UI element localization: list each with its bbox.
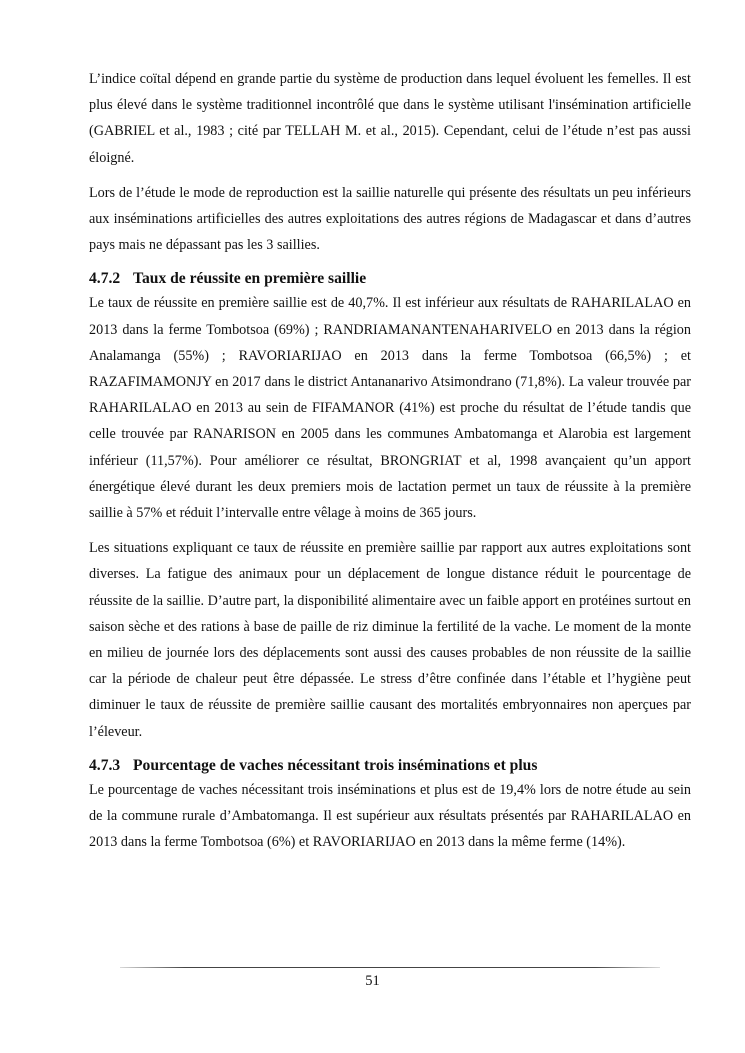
section-number: 4.7.2 <box>89 270 121 288</box>
paragraph-explanations: Les situations expliquant ce taux de réussite en première saillie par rapport aux autres exploitations sont diverses. La fatigue des animaux pour un déplacement de longue distance réduit le pourcentage de réussite de la saillie. D’autre part, la disponibilité alimentaire avec un faible apport en protéines surtout en saison sèche et des rations à base de paille de riz diminue la fertilité de la vache. Le moment de la monte en milieu de journée lors des déplacements sont aussi des causes probables de non réussite de la saillie car la période de chaleur peut être dépassée. Le stress d’être confinée dans l’étable et l’hygiène peut diminuer le taux de réussite de première saillie causant des mortalités embryonnaires non aperçues par l’éleveur. <box>89 540 691 740</box>
section-number: 4.7.3 <box>89 756 121 774</box>
page-number: 51 <box>365 973 380 989</box>
footer-divider <box>120 967 660 968</box>
section-heading-4-7-3 <box>89 754 691 777</box>
paragraph-reproduction-mode: Lors de l’étude le mode de reproduction est la saillie naturelle qui présente des résultats un peu inférieurs aux inséminations artificielles des autres exploitations des autres régions de Madagascar et dans d’autres pays mais ne dépassant pas les 3 saillies. <box>89 184 691 254</box>
paragraph-first-service-rate: Le taux de réussite en première saillie est de 40,7%. Il est inférieur aux résultats de RAHARILALAO en 2013 dans la ferme Tombotsoa (69%) ; RANDRIAMANANTENAHARIVELO en 2013 dans la région Analamanga (55%) ; RAVORIARIJAO en 2013 dans la ferme Tombotsoa (66,5%) ; et RAZAFIMAMONJY en 2017 dans le district Antananarivo Atsimondrano (71,8%). La valeur trouvée par RAHARILALAO en 2013 au sein de FIFAMANOR (41%) est proche du résultat de l’étude tandis que celle trouvée par RANARISON en 2005 dans les communes Ambatomanga et Alarobia est largement inférieur (11,57%). Pour améliorer ce résultat, BRONGRIAT et al, 1998 avançaient qu’un apport énergétique élevé durant les deux premiers mois de lactation permet un taux de réussite à la première saillie à 57% et réduit l’intervalle entre vêlage à moins de 365 jours. <box>89 295 691 522</box>
section-heading-4-7-2 <box>89 267 691 290</box>
document-page <box>89 66 691 855</box>
paragraph-three-inseminations: Le pourcentage de vaches nécessitant trois inséminations et plus est de 19,4% lors de notre étude au sein de la commune rurale d’Ambatomanga. Il est supérieur aux résultats présentés par RAHARILALAO en 2013 dans la ferme Tombotsoa (6%) et RAVORIARIJAO en 2013 dans la même ferme (14%). <box>89 781 691 851</box>
paragraph-coital-index: L’indice coïtal dépend en grande partie du système de production dans lequel évoluent les femelles. Il est plus élevé dans le système traditionnel incontrôlé que dans le système utilisant l'insémination artificielle (GABRIEL et al., 1983 ; cité par TELLAH M. et al., 2015). Cependant, celui de l’étude n’est pas aussi éloigné. <box>89 71 691 166</box>
section-title: Taux de réussite en première saillie <box>133 270 367 288</box>
section-title: Pourcentage de vaches nécessitant trois inséminations et plus <box>133 756 538 774</box>
